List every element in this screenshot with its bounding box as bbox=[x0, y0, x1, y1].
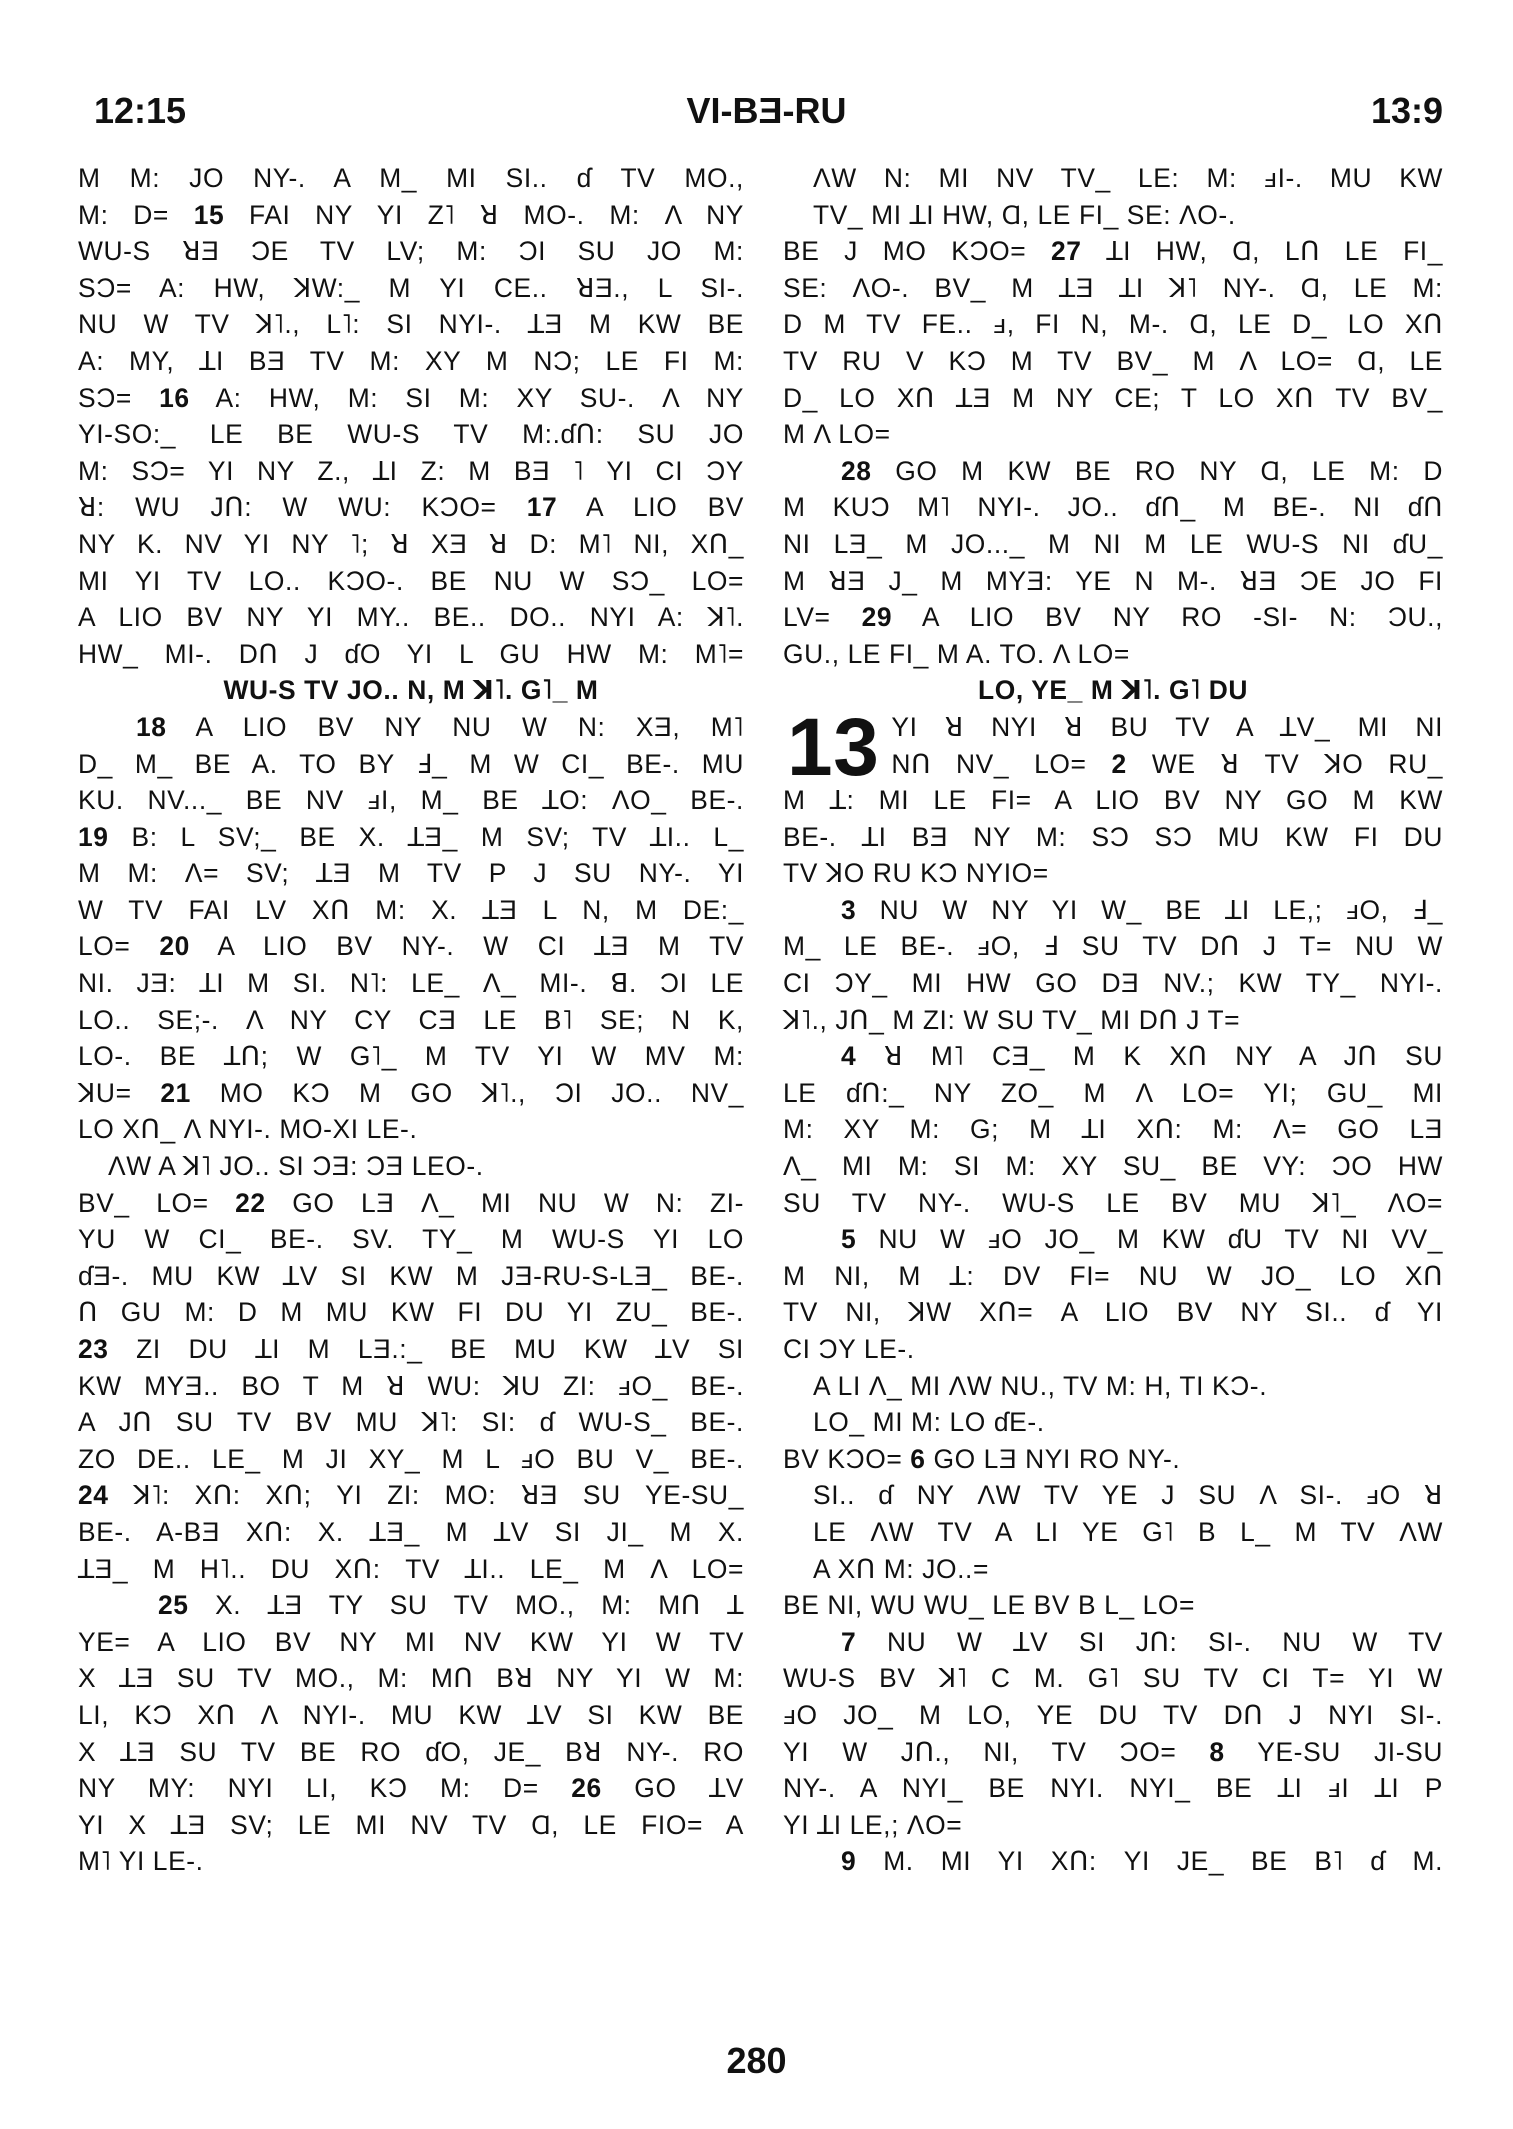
text-line: LO_ MI M: LO ɗE-. bbox=[813, 1407, 1045, 1438]
header-left-ref: 12:15 bbox=[94, 90, 187, 131]
text-line: TV RU V KƆ M TV BV_ M Λ LO= Ɑ, LE bbox=[783, 345, 1443, 376]
text-line: BV KƆO= 6 GO LƎ NYI RO NY-. bbox=[783, 1443, 1181, 1474]
text-line: YE= A LIO BV NY MI NV KW YI W TV bbox=[78, 1626, 744, 1657]
chapter-number: 13 bbox=[787, 701, 880, 793]
section-heading: WU-S TV JO.. N, M ꓘ˥. G˥_ M bbox=[223, 675, 599, 706]
text-line: ꓘU= 21 MO KƆ M GO ꓘ˥., ƆI JO.. NV_ bbox=[78, 1077, 744, 1108]
text-line: 7 NU W ꓕV SI Jꓵ: SI-. NU W TV bbox=[841, 1626, 1443, 1657]
text-line: X ꓕƎ SU TV MO., M: Mꓵ Bꓤ NY YI W M: bbox=[78, 1663, 744, 1694]
text-line: NI. JƎ: ꓕI M SI. N˥: LE_ Λ_ MI-. ꓭ. ƆI LE bbox=[78, 968, 744, 999]
section-heading: LO, YE_ M ꓘ˥. G˥ DU bbox=[977, 675, 1249, 706]
text-line: SE: ΛO-. BV_ M ꓕƎ ꓕI ꓘ˥ NY-. Ɑ, LE M: bbox=[783, 272, 1443, 303]
text-line: M: XY M: G; M ꓕI Xꓵ: M: Λ= GO LƎ bbox=[783, 1114, 1443, 1145]
text-line: M ꓕ: MI LE FI= A LIO BV NY GO M KW bbox=[783, 785, 1443, 816]
text-line: A: MY, ꓕI BƎ TV M: XY M NƆ; LE FI M: bbox=[78, 345, 744, 376]
text-line: NY K. NV YI NY ˥; ꓤ XƎ ꓤ D: M˥ NI, Xꓵ_ bbox=[78, 528, 744, 559]
text-line: BE-. A-BƎ Xꓵ: X. ꓕƎ_ M ꓕV SI JI_ M X. bbox=[78, 1516, 744, 1547]
text-line: TV_ MI ꓕI HW, Ɑ, LE FI_ SE: ΛO-. bbox=[813, 199, 1236, 230]
text-line: BV_ LO= 22 GO LƎ Λ_ MI NU W N: ZI- bbox=[78, 1187, 744, 1218]
text-line: M KUƆ M˥ NYI-. JO.. ɗꓵ_ M BE-. NI ɗꓵ bbox=[783, 492, 1443, 523]
text-line: 25 X. ꓕƎ TY SU TV MO., M: Mꓵ ꓕ bbox=[158, 1590, 744, 1621]
text-line: D_ M_ BE A. TO BY Ⅎ_ M W CI_ BE-. MU bbox=[78, 748, 744, 779]
text-line: M_ LE BE-. ⅎO, Ⅎ SU TV Dꓵ J T= NU W bbox=[783, 931, 1443, 962]
text-line: WU-S BV ꓘ˥ C M. G˥ SU TV CI T= YI W bbox=[783, 1663, 1443, 1694]
chapter-start-lines bbox=[783, 701, 1443, 793]
text-line: SƆ= 16 A: HW, M: SI M: XY SU-. Λ NY bbox=[78, 382, 744, 413]
text-line: YI X ꓕƎ SV; LE MI NV TV Ɑ, LE FIO= A bbox=[78, 1809, 744, 1840]
text-line: CI ƆY_ MI HW GO DƎ NV.; KW TY_ NYI-. bbox=[783, 968, 1443, 999]
text-line: LV= 29 A LIO BV NY RO -SI- N: ƆU., bbox=[783, 602, 1444, 633]
text-line: GU., LE FI_ M A. TO. Λ LO= bbox=[783, 638, 1130, 669]
text-line: 23 ZI DU ꓕI M LƎ.:_ BE MU KW ꓕV SI bbox=[78, 1334, 744, 1364]
text-line: 24 ꓘ˥: Xꓵ: Xꓵ; YI ZI: MO: ꓤƎ SU YE-SU_ bbox=[78, 1480, 744, 1511]
text-line: M NI, M ꓕ: DV FI= NU W JO_ LO Xꓵ bbox=[783, 1260, 1443, 1291]
text-line: M Λ LO= bbox=[783, 419, 891, 450]
text-line: ΛW A ꓘ˥ JO.. SI ƆƎ: ƆƎ LEO-. bbox=[108, 1151, 484, 1182]
text-line: YU W CI_ BE-. SV. TY_ M WU-S YI LO bbox=[78, 1224, 744, 1255]
text-line: ꓵ GU M: D M MU KW FI DU YI ZU_ BE-. bbox=[78, 1297, 744, 1328]
header-book-title: VI-BƎ-RU bbox=[686, 90, 847, 131]
text-line: WU-S ꓤƎ ƆE TV LV; M: ƆI SU JO M: bbox=[78, 236, 744, 267]
page-number: 280 bbox=[726, 2040, 787, 2081]
left-column bbox=[78, 160, 744, 1880]
text-line: D M TV FE.. ⅎ, FI N, M-. Ɑ, LE D_ LO Xꓵ bbox=[783, 309, 1443, 340]
text-line: NU W TV ꓘ˥., L˥: SI NYI-. ꓕƎ M KW BE bbox=[78, 309, 744, 340]
right-column bbox=[783, 160, 1443, 1880]
text-line: 4 ꓤ M˥ CƎ_ M K Xꓵ NY A Jꓵ SU bbox=[841, 1041, 1443, 1072]
text-line: W TV FAI LV Xꓵ M: X. ꓕƎ L N, M DE:_ bbox=[78, 894, 744, 925]
text-line: BE J MO KƆO= 27 ꓕI HW, Ɑ, Lꓵ LE FI_ bbox=[783, 236, 1443, 267]
text-line: D_ LO Xꓵ ꓕƎ M NY CE; T LO Xꓵ TV BV_ bbox=[783, 382, 1443, 413]
text-line: YI-SO:_ LE BE WU-S TV M:.ɗꓵ: SU JO bbox=[78, 419, 744, 450]
text-line: 28 GO M KW BE RO NY Ɑ, LE M: D bbox=[841, 455, 1443, 486]
text-line: 3 NU W NY YI W_ BE ꓕI LE,; ⅎO, Ⅎ_ bbox=[841, 894, 1443, 925]
text-line: M: D= 15 FAI NY YI Z˥ ꓤ MO-. M: Λ NY bbox=[78, 199, 744, 230]
text-line: LI, KƆ Xꓵ Λ NYI-. MU KW ꓕV SI KW BE bbox=[78, 1699, 744, 1730]
text-line: ZO DE.. LE_ M JI XY_ M L ⅎO BU V_ BE-. bbox=[78, 1443, 744, 1474]
text-line: TV ꓘO RU KƆ NYIO= bbox=[783, 858, 1049, 889]
text-line: KW MYƎ.. BO T M ꓤ WU: ꓘU ZI: ⅎO_ BE-. bbox=[78, 1370, 744, 1401]
text-line: M: SƆ= YI NY Z., ꓕI Z: M BƎ ˥ YI CI ƆY bbox=[78, 455, 744, 486]
text-line: A LIO BV NY YI MY.. BE.. DO.. NYI A: ꓘ˥. bbox=[78, 602, 744, 633]
text-line: LE ɗꓵ:_ NY ZO_ M Λ LO= YI; GU_ MI bbox=[783, 1077, 1443, 1108]
text-line: ꓘ˥., Jꓵ_ M ZI: W SU TV_ MI Dꓵ J T= bbox=[783, 1004, 1241, 1035]
text-line: 19 B: L SV;_ BE X. ꓕƎ_ M SV; TV ꓕI.. L_ bbox=[78, 821, 744, 852]
text-line: X ꓕƎ SU TV BE RO ɗO, JE_ Bꓤ NY-. RO bbox=[78, 1736, 744, 1767]
header-right-ref: 13:9 bbox=[1370, 90, 1443, 131]
text-line: LO Xꓵ_ Λ NYI-. MO-XI LE-. bbox=[78, 1114, 418, 1145]
text-line: LO-. BE ꓕꓵ; W G˥_ M TV YI W MV M: bbox=[78, 1041, 744, 1072]
text-line: M M: JO NY-. A M_ MI SI.. ɗ TV MO., bbox=[78, 163, 744, 193]
text-line: Λ_ MI M: SI M: XY SU_ BE VY: ƆO HW bbox=[783, 1151, 1443, 1182]
text-line: Nꓵ NV_ LO= 2 WE ꓤ TV ꓘO RU_ bbox=[891, 748, 1443, 779]
text-line: LE ΛW TV A LI YE G˥ B L_ M TV ΛW bbox=[813, 1516, 1443, 1547]
right-column-bottom bbox=[783, 782, 1443, 1880]
text-line: TV NI, ꓘW Xꓵ= A LIO BV NY SI.. ɗ YI bbox=[783, 1297, 1443, 1328]
text-line: MI YI TV LO.. KƆO-. BE NU W SƆ_ LO= bbox=[78, 565, 744, 596]
text-line: SU TV NY-. WU-S LE BV MU ꓘ˥_ ΛO= bbox=[783, 1187, 1443, 1218]
text-line: ΛW N: MI NV TV_ LE: M: ⅎI-. MU KW bbox=[813, 163, 1443, 193]
text-line: SI.. ɗ NY ΛW TV YE J SU Λ SI-. ⅎO ꓤ bbox=[813, 1480, 1443, 1511]
text-line: M ꓤƎ J_ M MYƎ: YE N M-. ꓤƎ ƆE JO FI bbox=[783, 565, 1443, 596]
text-line: LO= 20 A LIO BV NY-. W CI ꓕƎ M TV bbox=[78, 931, 744, 962]
text-line: YI W Jꓵ., NI, TV ƆO= 8 YE-SU JI-SU bbox=[783, 1736, 1443, 1767]
right-column-top bbox=[783, 160, 1443, 709]
text-line: M˥ YI LE-. bbox=[78, 1846, 204, 1877]
text-line: NY-. A NYI_ BE NYI. NYI_ BE ꓕI ⅎI ꓕI P bbox=[783, 1773, 1443, 1804]
text-line: YI ꓕI LE,; ΛO= bbox=[783, 1809, 963, 1840]
text-line: NI LƎ_ M JO..._ M NI M LE WU-S NI ɗU_ bbox=[783, 528, 1443, 559]
text-line: A Jꓵ SU TV BV MU ꓘ˥: SI: ɗ WU-S_ BE-. bbox=[78, 1407, 744, 1438]
text-line: BE NI, WU WU_ LE BV B L_ LO= bbox=[783, 1590, 1196, 1621]
text-line: CI ƆY LE-. bbox=[783, 1334, 915, 1364]
chapter-start bbox=[783, 701, 1443, 793]
text-line: ɗƎ-. MU KW ꓕV SI KW M JƎ-RU-S-LƎ_ BE-. bbox=[78, 1260, 744, 1291]
text-line: BE-. ꓕI BƎ NY M: SƆ SƆ MU KW FI DU bbox=[783, 821, 1443, 852]
text-line: YI ꓤ NYI ꓤ BU TV A ꓕV_ MI NI bbox=[891, 711, 1443, 742]
text-line: 18 A LIO BV NY NU W N: XƎ, M˥ bbox=[136, 711, 744, 742]
text-line: 5 NU W ⅎO JO_ M KW ɗU TV NI VV_ bbox=[841, 1224, 1443, 1255]
text-line: ⅎO JO_ M LO, YE DU TV Dꓵ J NYI SI-. bbox=[783, 1699, 1443, 1730]
page-header bbox=[80, 90, 1453, 140]
text-line: SƆ= A: HW, ꓘW:_ M YI CE.. ꓤƎ., L SI-. bbox=[78, 272, 744, 303]
text-line: M M: Λ= SV; ꓕƎ M TV P J SU NY-. YI bbox=[78, 858, 744, 889]
text-line: LO.. SE;-. Λ NY CY CƎ LE B˥ SE; N K, bbox=[78, 1004, 744, 1035]
text-line: KU. NV..._ BE NV ⅎI, M_ BE ꓕO: ΛO_ BE-. bbox=[78, 785, 744, 816]
text-line: HW_ MI-. Dꓵ J ɗO YI L GU HW M: M˥= bbox=[78, 638, 744, 669]
text-line: NY MY: NYI LI, KƆ M: D= 26 GO ꓕV bbox=[78, 1773, 745, 1804]
text-line: 9 M. MI YI Xꓵ: YI JE_ BE B˥ ɗ M. bbox=[841, 1846, 1443, 1877]
text-line: A Xꓵ M: JO..= bbox=[813, 1553, 989, 1584]
text-line: A LI Λ_ MI ΛW NU., TV M: H, TI KƆ-. bbox=[813, 1370, 1268, 1401]
text-line: ꓕƎ_ M H˥.. DU Xꓵ: TV ꓕI.. LE_ M Λ LO= bbox=[78, 1553, 744, 1584]
text-line: ꓤ: WU Jꓵ: W WU: KƆO= 17 A LIO BV bbox=[78, 492, 744, 523]
